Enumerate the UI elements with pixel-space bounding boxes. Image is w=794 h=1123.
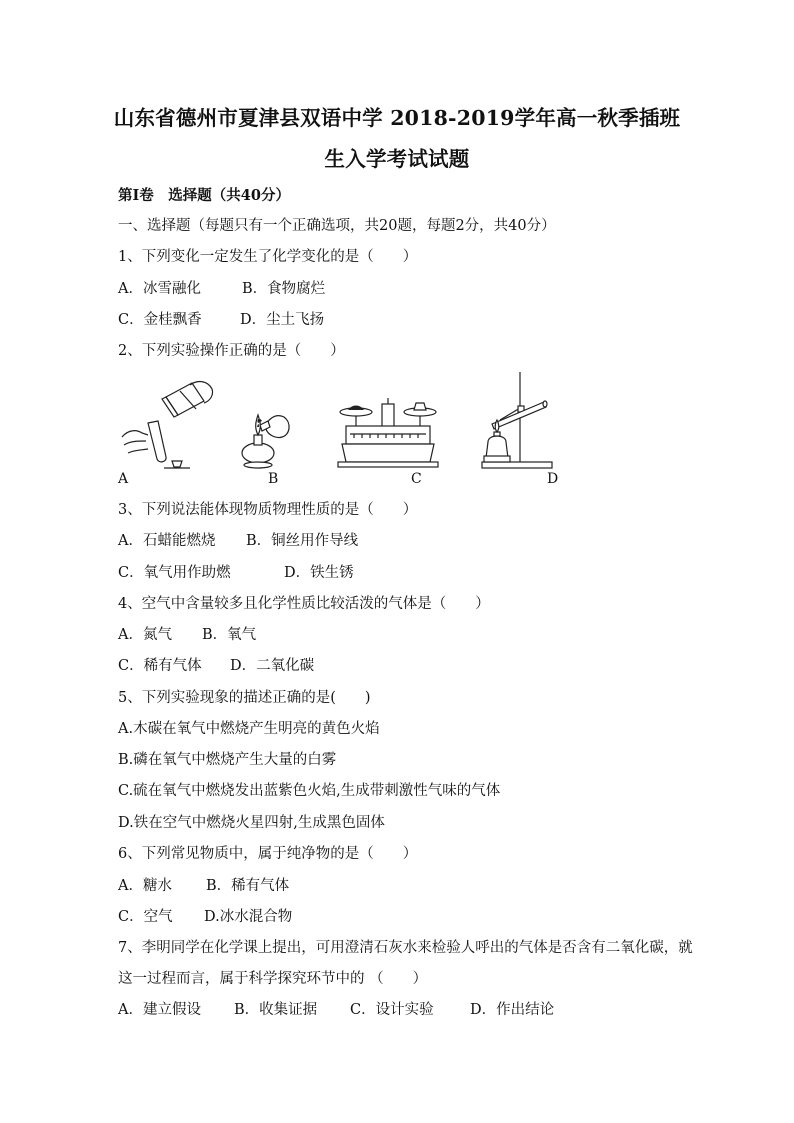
question-6-option-b: B．稀有气体 — [206, 878, 290, 894]
instructions: 一、选择题（每题只有一个正确选项，共20题，每题2分，共40分） — [118, 218, 556, 234]
question-2-stem: 2、下列实验操作正确的是（ ） — [118, 343, 345, 359]
question-6-stem: 6、下列常见物质中，属于纯净物的是（ ） — [118, 846, 418, 862]
figure-a-label: A — [118, 471, 129, 487]
question-4-option-a: A．氮气 — [118, 627, 172, 643]
question-7-option-c: C．设计实验 — [350, 1002, 434, 1018]
figure-b-alcohol-lamps — [236, 395, 296, 470]
question-7-stem-line2: 这一过程而言，属于科学探究环节中的 （ ） — [118, 971, 428, 987]
section-heading: 第Ⅰ卷 选择题（共40分） — [118, 187, 290, 204]
question-7-option-d: D．作出结论 — [470, 1002, 555, 1018]
figure-a-pouring-liquid — [118, 375, 218, 470]
question-5-option-a: A.木碳在氧气中燃烧产生明亮的黄色火焰 — [118, 721, 380, 737]
question-6-option-c: C．空气 — [118, 909, 173, 925]
figure-d-heating-test-tube — [478, 372, 558, 470]
question-4-option-c: C．稀有气体 — [118, 658, 202, 674]
question-5-option-b: B.磷在氧气中燃烧产生大量的白雾 — [118, 752, 337, 768]
exam-title-line1: 山东省德州市夏津县双语中学 2018-2019学年高一秋季插班 — [113, 106, 681, 130]
question-1-option-d: D．尘土飞扬 — [240, 312, 325, 328]
question-4-option-d: D．二氧化碳 — [230, 658, 315, 674]
question-1-stem: 1、下列变化一定发生了化学变化的是（ ） — [118, 249, 418, 265]
exam-title-line2: 生入学考试试题 — [324, 147, 470, 171]
question-3-option-b: B．铜丝用作导线 — [246, 533, 359, 549]
question-3-option-d: D．铁生锈 — [284, 565, 354, 581]
question-7-stem-line1: 7、李明同学在化学课上提出，可用澄清石灰水来检验人呼出的气体是否含有二氧化碳，就 — [118, 940, 693, 956]
figure-b-label: B — [268, 471, 279, 487]
question-4-stem: 4、空气中含量较多且化学性质比较活泼的气体是（ ） — [118, 596, 490, 612]
question-3-option-c: C．氧气用作助燃 — [118, 565, 231, 581]
question-5-option-d: D.铁在空气中燃烧火星四射,生成黑色固体 — [118, 815, 385, 831]
question-5-stem: 5、下列实验现象的描述正确的是( ) — [118, 690, 371, 706]
question-3-stem: 3、下列说法能体现物质物理性质的是（ ） — [118, 502, 418, 518]
figure-c-label: C — [411, 471, 422, 487]
question-7-option-b: B．收集证据 — [234, 1002, 318, 1018]
question-1-option-a: A．冰雪融化 — [118, 281, 201, 297]
question-3-option-a: A．石蜡能燃烧 — [118, 533, 216, 549]
figure-d-label: D — [547, 471, 559, 487]
question-6-option-d: D.冰水混合物 — [204, 909, 293, 925]
question-7-option-a: A．建立假设 — [118, 1002, 201, 1018]
question-5-option-c: C.硫在氧气中燃烧发出蓝紫色火焰,生成带刺激性气味的气体 — [118, 783, 501, 799]
question-6-option-a: A．糖水 — [118, 878, 172, 894]
question-1-option-c: C．金桂飘香 — [118, 312, 202, 328]
figure-c-balance-scale — [338, 398, 438, 470]
question-4-option-b: B．氧气 — [202, 627, 257, 643]
question-1-option-b: B．食物腐烂 — [242, 281, 326, 297]
